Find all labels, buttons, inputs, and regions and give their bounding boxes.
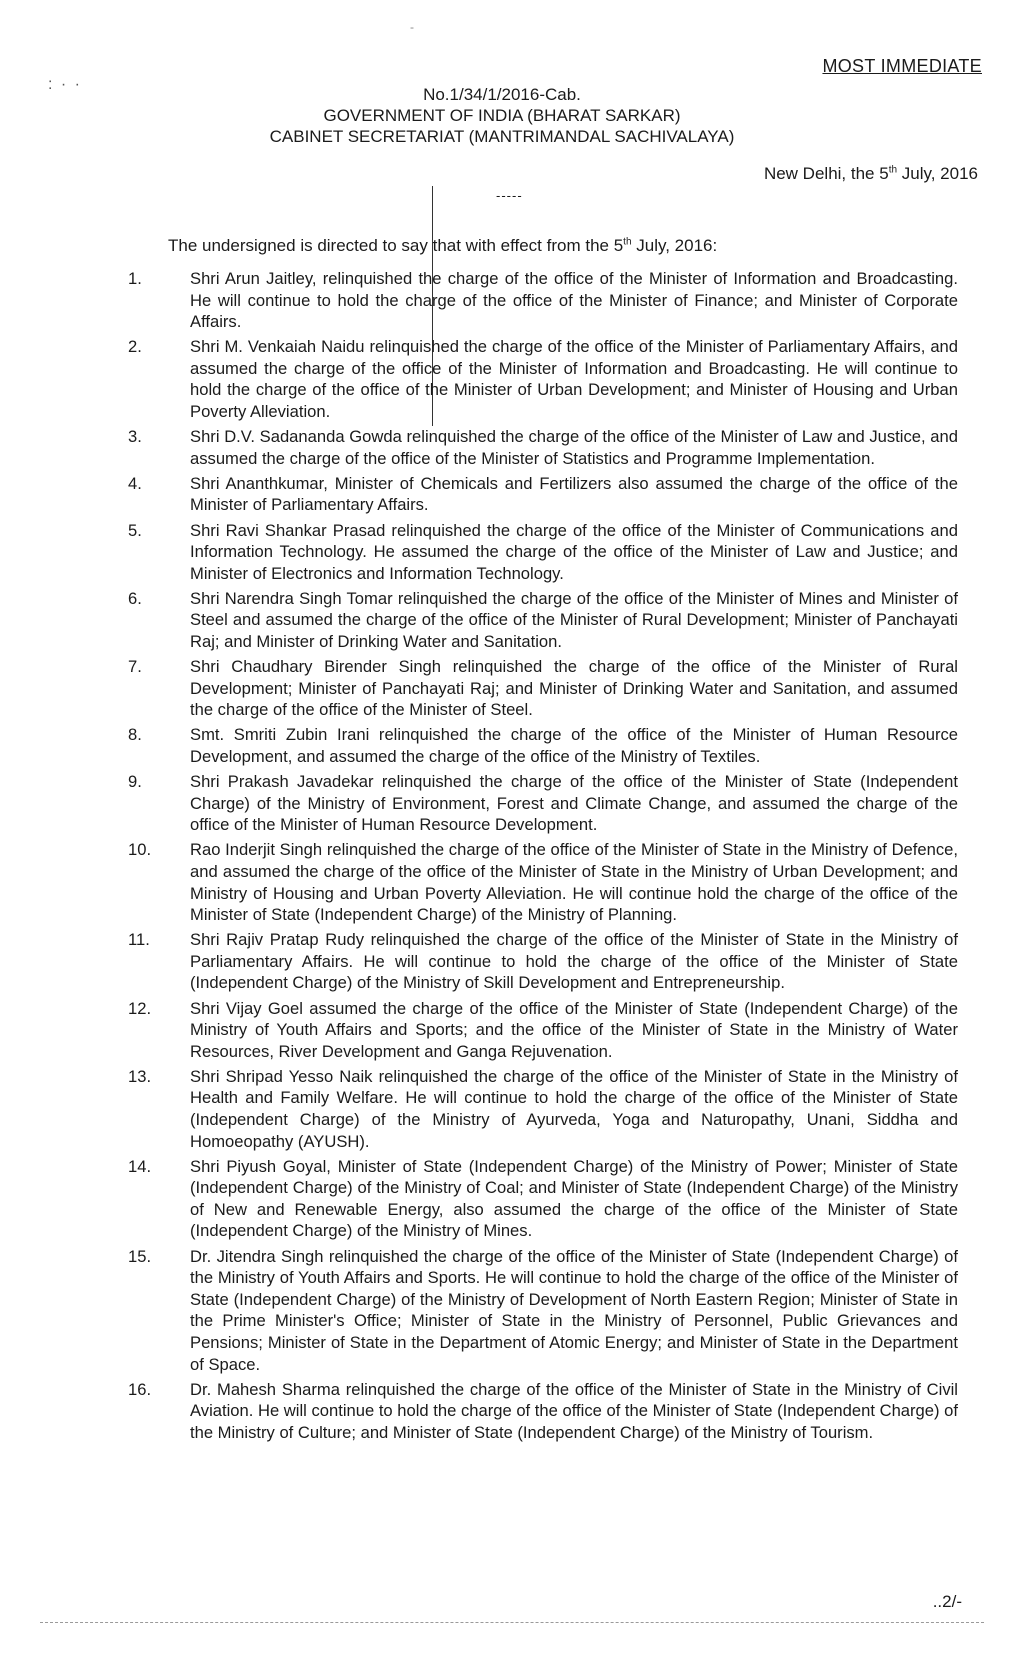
item-text: Shri Piyush Goyal, Minister of State (Independent Charge) of the Ministry of Power; Minister of State (Independent Charge) of the Ministry of Coal; and Minister of State (Independent Charge) of the Ministry of New and Renewable Energy, also assumed the charge of the office of the Minister of State (Independent Charge) of the Ministry of Mines. (190, 1156, 958, 1241)
government-name: GOVERNMENT OF INDIA (BHARAT SARKAR) (323, 106, 681, 125)
item-text: Shri Arun Jaitley, relinquished the charge of the office of the Minister of Information and Broadcasting. He will continue to hold the charge of the office of the Minister of Finance; and Minister of Corporate Affairs. (190, 269, 958, 332)
intro-suffix: July, 2016: (631, 236, 718, 255)
item-text: Smt. Smriti Zubin Irani relinquished the charge of the office of the Minister of Human Resource Development, and assumed the charge of the office of the Ministry of Textiles. (190, 725, 958, 766)
item-number: 15. (128, 1246, 152, 1266)
list-item (128, 473, 958, 516)
list-item (128, 336, 958, 422)
date-ordinal: th (888, 164, 898, 176)
list-item (128, 771, 958, 836)
item-text: Shri Ananthkumar, Minister of Chemicals and Fertilizers also assumed the charge of the office of the Minister of Parliamentary Affairs. (190, 473, 958, 515)
item-number: 12. (128, 998, 152, 1018)
scan-artifact: : · · (48, 76, 82, 93)
item-number: 7. (128, 657, 142, 677)
item-number: 4. (128, 473, 142, 493)
list-item (128, 1246, 958, 1376)
portfolio-changes-list (128, 268, 958, 1447)
list-item (128, 724, 958, 767)
list-item (128, 426, 958, 469)
item-number: 10. (128, 840, 152, 860)
item-text: Shri Prakash Javadekar relinquished the charge of the office of the Minister of State (Independent Charge) of the Ministry of Environment, Forest and Climate Change, and assumed the charge of the office of the Minister of Human Resource Development. (190, 772, 958, 835)
item-number: 5. (128, 520, 142, 540)
intro-ordinal: th (623, 236, 632, 248)
item-text: Shri Shripad Yesso Naik relinquished the charge of the office of the Minister of State in the Ministry of Health and Family Welfare. He will continue to hold the charge of the office of the Minister of State (Independent Charge) of the Ministry of Ayurveda, Yoga and Naturopathy, Unani, Siddha and Homoeopathy (AYUSH). (190, 1066, 958, 1151)
item-text: Shri Rajiv Pratap Rudy relinquished the charge of the office of the Minister of State in the Ministry of Parliamentary Affairs. He will continue to hold the charge of the office of the Minister of State (Independent Charge) of the Ministry of Skill Development and Entrepreneurship. (190, 930, 958, 993)
office-name: CABINET SECRETARIAT (MANTRIMANDAL SACHIVALAYA) (269, 127, 735, 146)
item-text: Shri Chaudhary Birender Singh relinquished the charge of the office of the Minister of Rural Development; Minister of Panchayati Raj; and Minister of Drinking Water and Sanitation, and assumed the charge of the office of the Minister of Steel. (190, 657, 958, 720)
list-item (128, 588, 958, 653)
dateline (764, 164, 978, 184)
date-prefix: New Delhi, the 5 (763, 164, 889, 183)
item-text: Shri D.V. Sadananda Gowda relinquished the charge of the office of the Minister of Law and Justice, and assumed the charge of the office of the Minister of Statistics and Programme Implementation. (190, 427, 958, 468)
list-item (128, 268, 958, 333)
item-text: Shri M. Venkaiah Naidu relinquished the charge of the office of the Minister of Parliamentary Affairs, and assumed the charge of the office of the Minister of Information and Broadcasting. He will continue to hold the charge of the office of the Minister of Urban Development; and Minister of Housing and Urban Poverty Alleviation. (190, 337, 958, 422)
reference-number: No.1/34/1/2016-Cab. (423, 85, 581, 104)
intro-sentence (168, 236, 717, 256)
item-number: 16. (128, 1379, 152, 1399)
scan-artifact: - (410, 20, 414, 34)
list-item (128, 656, 958, 721)
item-text: Dr. Mahesh Sharma relinquished the charge of the office of the Minister of State in the Ministry of Civil Aviation. He will continue to hold the charge of the office of the Minister of State (Independent Charge) of the Ministry of Culture; and Minister of State (Independent Charge) of the Ministry of Tourism. (190, 1379, 958, 1442)
item-number: 3. (128, 427, 142, 447)
item-text: Shri Ravi Shankar Prasad relinquished the charge of the office of the Minister of Communications and Information Technology. He assumed the charge of the office of the Minister of Law and Justice; and Minister of Electronics and Information Technology. (190, 520, 958, 583)
item-text: Rao Inderjit Singh relinquished the charge of the office of the Minister of State in the Ministry of Defence, and assumed the charge of the office of the Minister of State in the Ministry of Urban Development; and Ministry of Housing and Urban Poverty Alleviation. He will continue hold the charge of the office of the Minister of State (Independent Charge) of the Ministry of Planning. (190, 840, 958, 925)
item-number: 13. (128, 1066, 152, 1086)
item-text: Dr. Jitendra Singh relinquished the charge of the office of the Minister of State (Independent Charge) of the Ministry of Youth Affairs and Sports. He will continue to hold the charge of the office of the Minister of State (Independent Charge) of the Ministry of Development of North Eastern Region; Minister of State in the Prime Minister's Office; Minister of State in the Ministry of Personnel, Public Grievances and Pensions; Minister of State in the Department of Atomic Energy; and Minister of State in the Department of Space. (190, 1246, 958, 1374)
list-item (128, 1066, 958, 1152)
list-item (128, 839, 958, 925)
intro-prefix: The undersigned is directed to say that with effect from the 5 (168, 236, 624, 255)
item-number: 8. (128, 725, 142, 745)
list-item (128, 998, 958, 1063)
item-text: Shri Vijay Goel assumed the charge of the office of the Minister of State (Independent Charge) of the Ministry of Youth Affairs and Sports; and the office of the Minister of State in the Ministry of Water Resources, River Development and Ganga Rejuvenation. (190, 998, 958, 1061)
item-text: Shri Narendra Singh Tomar relinquished the charge of the office of the Minister of Mines and Minister of Steel and assumed the charge of the office of the Minister of Rural Development; Minister of Panchayati Raj; and Minister of Drinking Water and Sanitation. (190, 588, 958, 651)
list-item (128, 520, 958, 585)
page-continuation: ..2/- (932, 1592, 962, 1611)
urgency-label: MOST IMMEDIATE (822, 56, 982, 76)
date-suffix: July, 2016 (897, 164, 978, 183)
list-item (128, 1156, 958, 1242)
item-number: 6. (128, 588, 142, 608)
item-number: 14. (128, 1156, 152, 1176)
separator: ----- (496, 188, 523, 203)
bottom-rule (40, 1622, 984, 1623)
document-header (0, 84, 1024, 147)
list-item (128, 1379, 958, 1444)
item-number: 1. (128, 269, 142, 288)
item-number: 9. (128, 772, 142, 792)
item-number: 11. (128, 930, 150, 950)
list-item (128, 929, 958, 994)
item-number: 2. (128, 337, 142, 357)
